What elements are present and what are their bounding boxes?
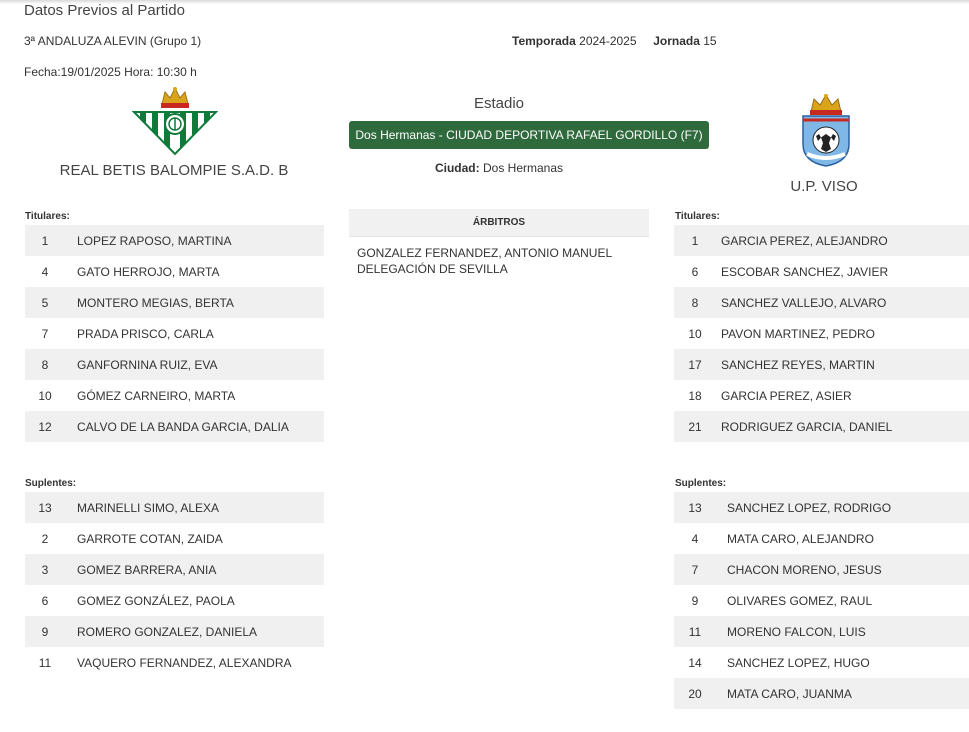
- player-name: PAVON MARTINEZ, PEDRO: [721, 326, 876, 341]
- season-value: 2024-2025: [579, 34, 637, 48]
- player-number: 13: [688, 500, 702, 515]
- player-row: [25, 225, 324, 256]
- season-round-info: [512, 34, 717, 48]
- player-name: ROMERO GONZALEZ, DANIELA: [77, 624, 258, 639]
- player-number: 5: [41, 295, 49, 310]
- player-row: [674, 318, 969, 349]
- player-number: 9: [691, 593, 699, 608]
- player-number: 10: [38, 388, 52, 403]
- referees-header: ÁRBITROS: [349, 209, 649, 237]
- stadium-label: Estadio: [473, 95, 525, 112]
- stadium-button[interactable]: Dos Hermanas - CIUDAD DEPORTIVA RAFAEL GORDILLO (F7): [349, 121, 709, 149]
- player-name: GOMEZ GONZÁLEZ, PAOLA: [77, 593, 235, 608]
- player-row: [674, 411, 969, 442]
- away-starters-label: Titulares:: [675, 211, 720, 222]
- home-subs-label: Suplentes:: [25, 478, 77, 489]
- player-name: SANCHEZ REYES, MARTIN: [721, 357, 875, 372]
- player-number: 7: [41, 326, 49, 341]
- player-name: GOMEZ BARRERA, ANIA: [77, 562, 217, 577]
- player-number: 11: [38, 655, 52, 670]
- player-row: [25, 380, 324, 411]
- home-starters-label: Titulares:: [25, 211, 70, 222]
- away-starters-list: [674, 225, 969, 442]
- player-number: 10: [688, 326, 702, 341]
- player-name: GARROTE COTAN, ZAIDA: [77, 531, 223, 546]
- player-name: GATO HERROJO, MARTA: [77, 264, 220, 279]
- player-name: GÓMEZ CARNEIRO, MARTA: [77, 388, 236, 403]
- away-team-name: U.P. VISO: [790, 178, 858, 195]
- city-value: Dos Hermanas: [482, 161, 564, 175]
- player-name: CHACON MORENO, JESUS: [727, 562, 882, 577]
- up-viso-crest-icon: [795, 92, 857, 167]
- player-number: 2: [41, 531, 49, 546]
- player-number: 12: [38, 419, 52, 434]
- player-number: 13: [38, 500, 52, 515]
- city-info: [349, 161, 649, 175]
- away-subs-label: Suplentes:: [675, 478, 727, 489]
- player-row: [25, 523, 324, 554]
- player-row: [25, 492, 324, 523]
- player-row: [674, 678, 969, 709]
- player-name: LOPEZ RAPOSO, MARTINA: [77, 233, 232, 248]
- player-name: PRADA PRISCO, CARLA: [77, 326, 214, 341]
- player-number: 3: [41, 562, 49, 577]
- player-name: GANFORNINA RUIZ, EVA: [77, 357, 218, 372]
- player-number: 1: [691, 233, 699, 248]
- player-row: [25, 647, 324, 678]
- referee-delegation: DELEGACIÓN DE SEVILLA: [357, 262, 508, 276]
- city-label: Ciudad:: [434, 161, 480, 175]
- player-name: VAQUERO FERNANDEZ, ALEXANDRA: [77, 655, 292, 670]
- player-number: 4: [41, 264, 49, 279]
- player-name: MORENO FALCON, LUIS: [727, 624, 866, 639]
- player-row: [25, 256, 324, 287]
- player-row: [674, 523, 969, 554]
- player-name: SANCHEZ LOPEZ, RODRIGO: [727, 500, 892, 515]
- player-number: 11: [688, 624, 702, 639]
- round-label: Jornada: [653, 34, 700, 48]
- player-row: [674, 287, 969, 318]
- player-name: MONTERO MEGIAS, BERTA: [77, 295, 234, 310]
- player-number: 8: [691, 295, 699, 310]
- player-name: ESCOBAR SANCHEZ, JAVIER: [721, 264, 889, 279]
- player-row: [674, 585, 969, 616]
- referee-name: GONZALEZ FERNANDEZ, ANTONIO MANUEL: [357, 246, 613, 260]
- player-row: [25, 318, 324, 349]
- match-datetime: Fecha:19/01/2025 Hora: 10:30 h: [24, 65, 197, 79]
- player-number: 18: [688, 388, 702, 403]
- player-number: 6: [691, 264, 699, 279]
- player-number: 17: [688, 357, 702, 372]
- player-name: MATA CARO, JUANMA: [727, 686, 852, 701]
- player-number: 1: [41, 233, 49, 248]
- player-number: 9: [41, 624, 49, 639]
- player-row: [25, 616, 324, 647]
- player-row: [674, 225, 969, 256]
- player-row: [25, 411, 324, 442]
- player-number: 14: [688, 655, 702, 670]
- home-team-name: REAL BETIS BALOMPIE S.A.D. B: [59, 162, 289, 179]
- page-title: Datos Previos al Partido: [24, 2, 185, 19]
- player-row: [25, 554, 324, 585]
- player-name: CALVO DE LA BANDA GARCIA, DALIA: [77, 419, 289, 434]
- competition-label: 3ª ANDALUZA ALEVIN (Grupo 1): [24, 34, 202, 48]
- player-name: SANCHEZ VALLEJO, ALVARO: [721, 295, 887, 310]
- home-starters-list: [25, 225, 324, 442]
- player-name: MATA CARO, ALEJANDRO: [727, 531, 874, 546]
- player-name: RODRIGUEZ GARCIA, DANIEL: [721, 419, 893, 434]
- player-number: 4: [691, 531, 699, 546]
- player-row: [674, 647, 969, 678]
- home-subs-list: [25, 492, 324, 678]
- real-betis-crest-icon: [132, 86, 218, 156]
- referees-body: [349, 237, 649, 277]
- player-name: GARCIA PEREZ, ASIER: [721, 388, 852, 403]
- round-value: 15: [703, 34, 717, 48]
- player-name: OLIVARES GOMEZ, RAUL: [727, 593, 873, 608]
- player-row: [25, 349, 324, 380]
- player-name: SANCHEZ LOPEZ, HUGO: [727, 655, 870, 670]
- player-row: [674, 349, 969, 380]
- player-name: MARINELLI SIMO, ALEXA: [77, 500, 220, 515]
- player-number: 7: [691, 562, 699, 577]
- player-row: [25, 585, 324, 616]
- season-label: Temporada: [512, 34, 576, 48]
- player-name: GARCIA PEREZ, ALEJANDRO: [721, 233, 888, 248]
- player-row: [674, 380, 969, 411]
- player-row: [674, 616, 969, 647]
- referees-panel: [349, 209, 649, 277]
- player-number: 21: [688, 419, 702, 434]
- player-row: [25, 287, 324, 318]
- player-row: [674, 256, 969, 287]
- player-number: 8: [41, 357, 49, 372]
- player-row: [674, 554, 969, 585]
- player-number: 6: [41, 593, 49, 608]
- player-row: [674, 492, 969, 523]
- away-subs-list: [674, 492, 969, 709]
- player-number: 20: [688, 686, 702, 701]
